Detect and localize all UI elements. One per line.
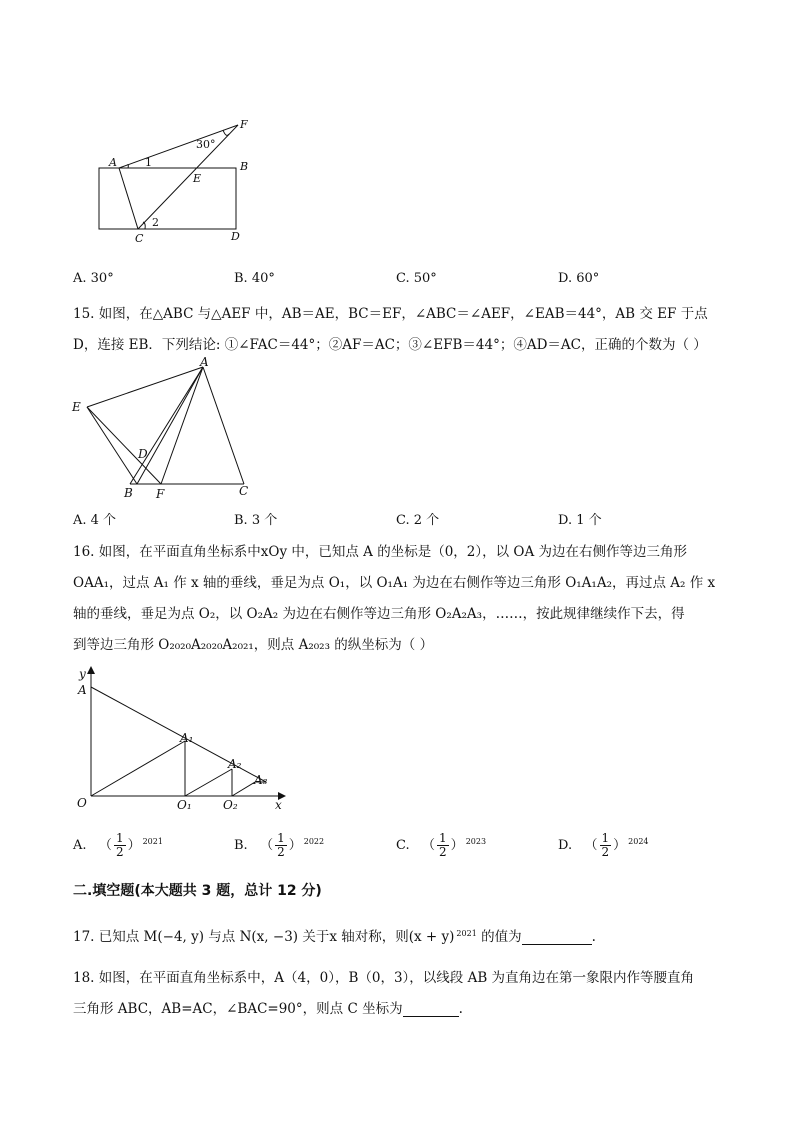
label-angle-1: 1 xyxy=(145,156,152,169)
label-d: D xyxy=(231,230,240,243)
label-angle-30: 30° xyxy=(196,138,216,151)
q18-answer-blank[interactable] xyxy=(403,1004,459,1017)
q16-question-line2: OAA₁，过点 A₁ 作 x 轴的垂线，垂足为点 O₁，以 O₁A₁ 为边在右侧作等边三角形 O₁A₁A₂，再过点 A₂ 作 x xyxy=(73,575,716,591)
q15-option-b[interactable]: B. 3 个 xyxy=(234,513,278,528)
label-a: A xyxy=(200,355,209,369)
q14-option-a[interactable]: A. 30° xyxy=(73,271,114,286)
segment-cf xyxy=(138,125,238,229)
label-e: E xyxy=(72,400,81,414)
label-e: E xyxy=(193,172,202,185)
q14-option-c[interactable]: C. 50° xyxy=(396,271,437,286)
label-o1: O₁ xyxy=(177,798,192,812)
q16-figure xyxy=(72,662,292,814)
label-f: F xyxy=(156,487,165,501)
section-heading: 二.填空题(本大题共 3 题，总计 12 分) xyxy=(73,883,322,899)
q15-option-c[interactable]: C. 2 个 xyxy=(396,513,440,528)
q16-question-line3: 轴的垂线，垂足为点 O₂，以 O₂A₂ 为边在右侧作等边三角形 O₂A₂A₃，……，按此规律继续作下去，得 xyxy=(73,606,685,622)
q14-option-b[interactable]: B. 40° xyxy=(234,271,275,286)
label-o2: O₂ xyxy=(223,798,238,812)
label-a3: A₃ xyxy=(254,773,268,787)
q15-figure xyxy=(68,355,268,503)
label-b: B xyxy=(124,486,133,500)
q15-question-line2: D，连接 EB．下列结论: ①∠FAC＝44°；②AF＝AC；③∠EFB＝44°；④AD＝AC，正确的个数为（ ） xyxy=(73,337,707,353)
angle-mark-30 xyxy=(223,130,229,135)
q16-option-d[interactable]: D. （ $\frac{1}{2}$ ） $^{2024}$ xyxy=(558,831,649,859)
q16-question-line4: 到等边三角形 O₂₀₂₀A₂₀₂₀A₂₀₂₁，则点 A₂₀₂₃ 的纵坐标为（ ） xyxy=(73,637,434,653)
segment-ac xyxy=(119,168,138,229)
label-a: A xyxy=(109,156,117,169)
label-a2: A₂ xyxy=(228,757,242,771)
q15-option-d[interactable]: D. 1 个 xyxy=(558,513,602,528)
q16-option-c[interactable]: C. （ $\frac{1}{2}$ ） $^{2023}$ xyxy=(396,831,487,859)
q15-question-line1: 15. 如图，在△ABC 与△AEF 中，AB＝AE，BC＝EF，∠ABC＝∠AEF，∠EAB＝44°，AB 交 EF 于点 xyxy=(73,306,708,322)
label-a: A xyxy=(78,683,87,697)
q18-question-line2: 三角形 ABC，AB=AC，∠BAC=90°，则点 C 坐标为 . xyxy=(73,1001,463,1017)
q17-question: 17. 已知点 M(−4, y) 与点 N(x, −3) 关于x 轴对称，则(x + y) $^{2021}$ 的值为 . xyxy=(73,928,596,945)
label-c: C xyxy=(135,232,144,245)
label-d: D xyxy=(138,447,148,461)
label-y: y xyxy=(79,667,86,681)
q16-option-a[interactable]: A. （ $\frac{1}{2}$ ） $^{2021}$ xyxy=(73,831,163,859)
label-f: F xyxy=(240,118,248,131)
label-x: x xyxy=(275,798,282,812)
q17-answer-blank[interactable] xyxy=(522,932,592,945)
label-angle-2: 2 xyxy=(152,216,159,229)
q18-question-line1: 18. 如图，在平面直角坐标系中，A（4，0），B（0，3），以线段 AB 为直角边在第一象限内作等腰直角 xyxy=(73,970,695,986)
q16-option-b[interactable]: B. （ $\frac{1}{2}$ ） $^{2022}$ xyxy=(234,831,325,859)
label-c: C xyxy=(239,484,249,498)
q16-question-line1: 16. 如图，在平面直角坐标系中xOy 中，已知点 A 的坐标是（0，2），以 OA 为边在右侧作等边三角形 xyxy=(73,544,688,560)
q15-option-a[interactable]: A. 4 个 xyxy=(73,513,117,528)
segment-af xyxy=(119,125,238,168)
label-o: O xyxy=(77,796,87,810)
label-a1: A₁ xyxy=(180,731,194,745)
label-b: B xyxy=(240,160,249,173)
q14-option-d[interactable]: D. 60° xyxy=(558,271,600,286)
q14-figure xyxy=(90,110,260,250)
